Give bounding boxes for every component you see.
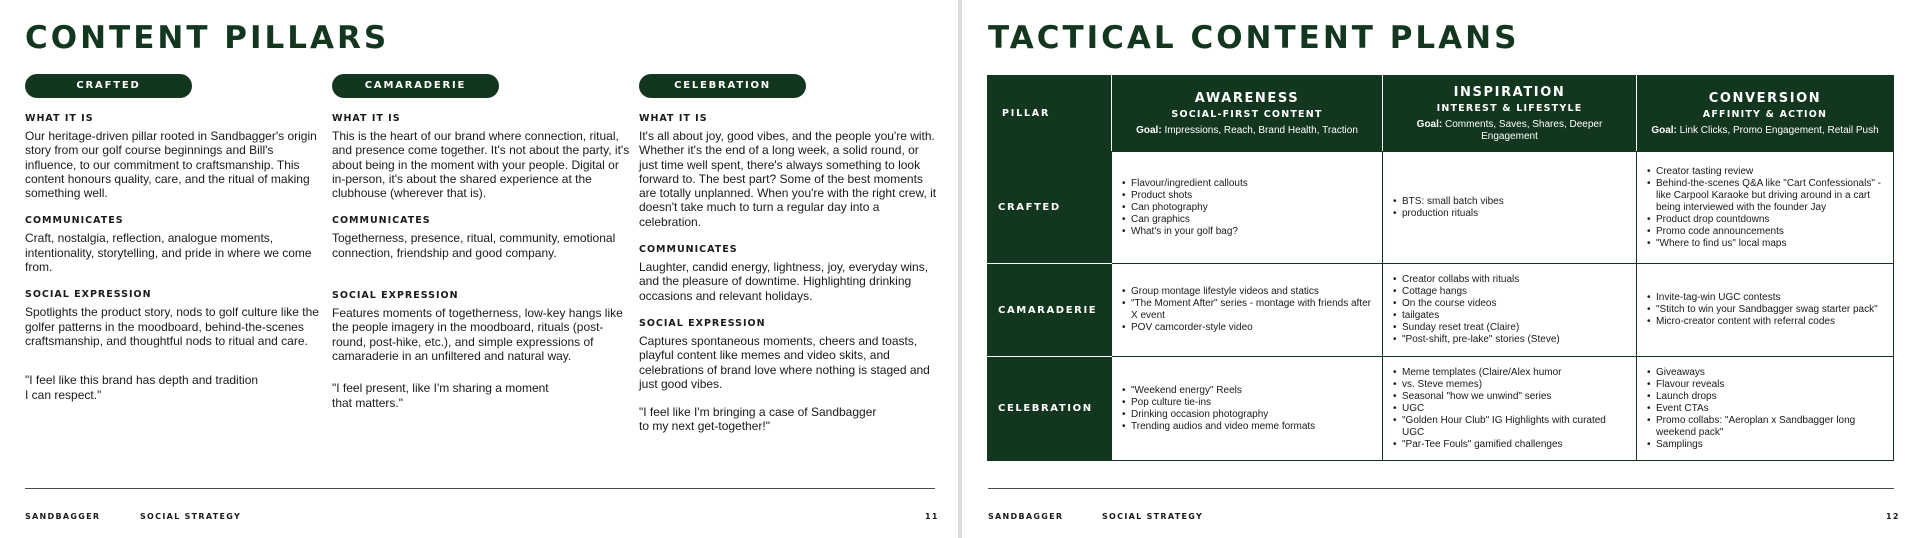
section-text: Craft, nostalgia, reflection, analogue moments, intentionality, storytelling, and pride in where we come from.	[25, 231, 312, 275]
bullet-item: • vs. Steve memes)	[1393, 379, 1630, 391]
goal-label: Goal:	[1136, 124, 1162, 136]
bullet-item: • Promo collabs: "Aeroplan x Sandbagger long weekend pack"	[1647, 415, 1887, 439]
bullet-item: • "Post-shift, pre-lake" stories (Steve)	[1393, 334, 1630, 346]
bullet-item: • "Where to find us" local maps	[1647, 238, 1887, 250]
bullet-item: • Behind-the-scenes Q&A like "Cart Confessionals" - like Carpool Karaoke but driving around in a cart being interviewed with the founder Jay	[1647, 178, 1887, 214]
footer-brand: SANDBAGGER	[988, 512, 1064, 521]
section-label: SOCIAL EXPRESSION	[639, 317, 766, 329]
bullet-list	[1393, 367, 1630, 451]
bullet-list	[1647, 292, 1887, 328]
pillar-crafted	[25, 74, 325, 402]
bullet-item: • "Golden Hour Club" IG Highlights with curated UGC	[1393, 415, 1630, 439]
column-goal	[1389, 119, 1630, 143]
bullet-item: • Flavour reveals	[1647, 379, 1887, 391]
section-label: SOCIAL EXPRESSION	[25, 289, 152, 301]
bullet-list	[1393, 196, 1630, 220]
bullet-item: • BTS: small batch vibes	[1393, 196, 1630, 208]
section-label: WHAT IT IS	[25, 113, 94, 124]
section-label: COMMUNICATES	[25, 215, 124, 227]
section-text: Laughter, candid energy, lightness, joy, everyday wins, and the pleasure of downtime. Highlighting drinking occasions and relevant holidays.	[639, 260, 929, 303]
section-label: SOCIAL EXPRESSION	[332, 290, 459, 302]
column-title: INSPIRATION	[1453, 84, 1566, 100]
cell-camaraderie-awareness	[1112, 264, 1383, 357]
bullet-item: • Flavour/ingredient callouts	[1122, 178, 1376, 190]
bullet-item: • Group montage lifestyle videos and statics	[1122, 286, 1376, 298]
goal-label: Goal:	[1651, 124, 1677, 136]
bullet-item: • Invite-tag-win UGC contests	[1647, 292, 1887, 304]
footer-section: SOCIAL STRATEGY	[140, 512, 242, 521]
bullet-item: • On the course videos	[1393, 298, 1630, 310]
cell-crafted-awareness	[1112, 152, 1383, 264]
bullet-item: • UGC	[1393, 403, 1630, 415]
goal-text: Link Clicks, Promo Engagement, Retail Push	[1679, 124, 1879, 136]
pillar-quote: "I feel like I'm bringing a case of Sandbagger to my next get-together!"	[639, 405, 877, 434]
table-header-row	[988, 76, 1894, 152]
table-row-camaraderie	[988, 264, 1894, 357]
bullet-item: • Product shots	[1122, 190, 1376, 202]
footer-divider	[988, 488, 1894, 489]
cell-crafted-conversion	[1637, 152, 1894, 264]
page-title: CONTENT PILLARS	[25, 20, 390, 56]
section-text: Togetherness, presence, ritual, community, emotional connection, friendship and good company.	[332, 231, 616, 260]
bullet-item: • Trending audios and video meme formats	[1122, 421, 1376, 433]
bullet-item: • Event CTAs	[1647, 403, 1887, 415]
bullet-list	[1122, 178, 1376, 238]
bullet-item: • Can photography	[1122, 202, 1376, 214]
footer-brand: SANDBAGGER	[25, 512, 101, 521]
bullet-item: • Seasonal "how we unwind" series	[1393, 391, 1630, 403]
header-inspiration	[1383, 76, 1637, 152]
page-title: TACTICAL CONTENT PLANS	[988, 20, 1520, 56]
header-pillar: PILLAR	[988, 76, 1112, 152]
footer-section: SOCIAL STRATEGY	[1102, 512, 1204, 521]
bullet-item: • "Weekend energy" Reels	[1122, 385, 1376, 397]
column-goal	[1643, 125, 1887, 137]
goal-label: Goal:	[1416, 118, 1443, 130]
header-conversion	[1637, 76, 1894, 152]
page-number: 11	[925, 512, 939, 521]
table-row-crafted	[988, 152, 1894, 264]
bullet-item: • "Stitch to win your Sandbagger swag starter pack"	[1647, 304, 1887, 316]
section-text: Spotlights the product story, nods to golf culture like the golfer patterns in the moodboard, behind-the-scenes craftsmanship, and thoughtful nods to ritual and care.	[25, 305, 319, 348]
pillar-camaraderie	[332, 74, 632, 410]
section-label: WHAT IT IS	[332, 113, 401, 124]
pillar-quote: "I feel present, like I'm sharing a moment that matters."	[332, 381, 549, 410]
header-awareness	[1112, 76, 1383, 152]
row-label: CRAFTED	[988, 152, 1112, 264]
bullet-item: • Giveaways	[1647, 367, 1887, 379]
table-row-celebration	[988, 357, 1894, 461]
bullet-item: • production rituals	[1393, 208, 1630, 220]
goal-text: Impressions, Reach, Brand Health, Traction	[1164, 124, 1358, 136]
column-subtitle: INTEREST & LIFESTYLE	[1436, 102, 1583, 114]
pillar-badge: CAMARADERIE	[332, 74, 499, 98]
section-label: COMMUNICATES	[332, 215, 431, 227]
bullet-item: • tailgates	[1393, 310, 1630, 322]
column-title: CONVERSION	[1708, 90, 1822, 106]
bullet-item: • Pop culture tie-ins	[1122, 397, 1376, 409]
bullet-item: • Cottage hangs	[1393, 286, 1630, 298]
bullet-item: • Sunday reset treat (Claire)	[1393, 322, 1630, 334]
pillar-celebration	[639, 74, 939, 434]
goal-text: Comments, Saves, Shares, Deeper Engagement	[1445, 118, 1603, 142]
bullet-item: • POV camcorder-style video	[1122, 322, 1376, 334]
bullet-list	[1122, 385, 1376, 433]
cell-crafted-inspiration	[1383, 152, 1637, 264]
section-label: COMMUNICATES	[639, 244, 738, 256]
tactical-plan-table	[987, 75, 1894, 461]
bullet-list	[1122, 286, 1376, 334]
column-subtitle: AFFINITY & ACTION	[1702, 108, 1828, 120]
column-goal	[1118, 125, 1376, 137]
section-text: Features moments of togetherness, low-key hangs like the people imagery in the moodboard, rituals (post-round, post-hike, etc.), and simple expressions of camaraderie in an unfiltered and natural way.	[332, 306, 623, 363]
bullet-item: • Micro-creator content with referral codes	[1647, 316, 1887, 328]
pillar-badge: CELEBRATION	[639, 74, 806, 98]
bullet-item: • Launch drops	[1647, 391, 1887, 403]
bullet-list	[1647, 367, 1887, 451]
bullet-item: • Can graphics	[1122, 214, 1376, 226]
pillar-quote: "I feel like this brand has depth and tradition I can respect."	[25, 373, 259, 402]
section-text: Our heritage-driven pillar rooted in Sandbagger's origin story from our golf course beginnings and Bill's influence, to our commitment to craftsmanship. This content honours quality, care, and the ritual of making something well.	[25, 129, 317, 201]
section-label: WHAT IT IS	[639, 113, 708, 124]
right-page	[962, 0, 1920, 538]
bullet-item: • What's in your golf bag?	[1122, 226, 1376, 238]
row-label: CELEBRATION	[988, 357, 1112, 461]
cell-celebration-inspiration	[1383, 357, 1637, 461]
bullet-item: • Creator tasting review	[1647, 166, 1887, 178]
bullet-item: • Samplings	[1647, 439, 1887, 451]
bullet-item: • Drinking occasion photography	[1122, 409, 1376, 421]
bullet-item: • "The Moment After" series - montage with friends after X event	[1122, 298, 1376, 322]
bullet-item: • Meme templates (Claire/Alex humor	[1393, 367, 1630, 379]
bullet-item: • Product drop countdowns	[1647, 214, 1887, 226]
pillar-badge: CRAFTED	[25, 74, 192, 98]
bullet-item: • Creator collabs with rituals	[1393, 274, 1630, 286]
cell-camaraderie-conversion	[1637, 264, 1894, 357]
bullet-list	[1393, 274, 1630, 346]
page-number: 12	[1886, 512, 1900, 521]
bullet-list	[1647, 166, 1887, 250]
column-title: AWARENESS	[1194, 90, 1300, 106]
cell-camaraderie-inspiration	[1383, 264, 1637, 357]
cell-celebration-awareness	[1112, 357, 1383, 461]
row-label: CAMARADERIE	[988, 264, 1112, 357]
footer-divider	[25, 488, 935, 489]
left-page	[0, 0, 958, 538]
column-subtitle: SOCIAL-FIRST CONTENT	[1171, 108, 1323, 120]
section-text: It's all about joy, good vibes, and the people you're with. Whether it's the end of a long week, a solid round, or just time well spent, there's always something to look forward to. The best part? Some of the best moments are totally unplanned. When you're with the right crew, it doesn't take much to turn a regular day into a celebration.	[639, 129, 937, 229]
section-text: Captures spontaneous moments, cheers and toasts, playful content like memes and video skits, and celebrations of brand love where nothing is staged and just good vibes.	[639, 333, 930, 391]
section-text: This is the heart of our brand where connection, ritual, and presence come together. It's not about the party, it's about being in the moment with your people. Digital or in-person, it's about the shared experience at the clubhouse (wherever that is).	[332, 129, 630, 201]
bullet-item: • "Par-Tee Fouls" gamified challenges	[1393, 439, 1630, 451]
bullet-item: • Promo code announcements	[1647, 226, 1887, 238]
cell-celebration-conversion	[1637, 357, 1894, 461]
